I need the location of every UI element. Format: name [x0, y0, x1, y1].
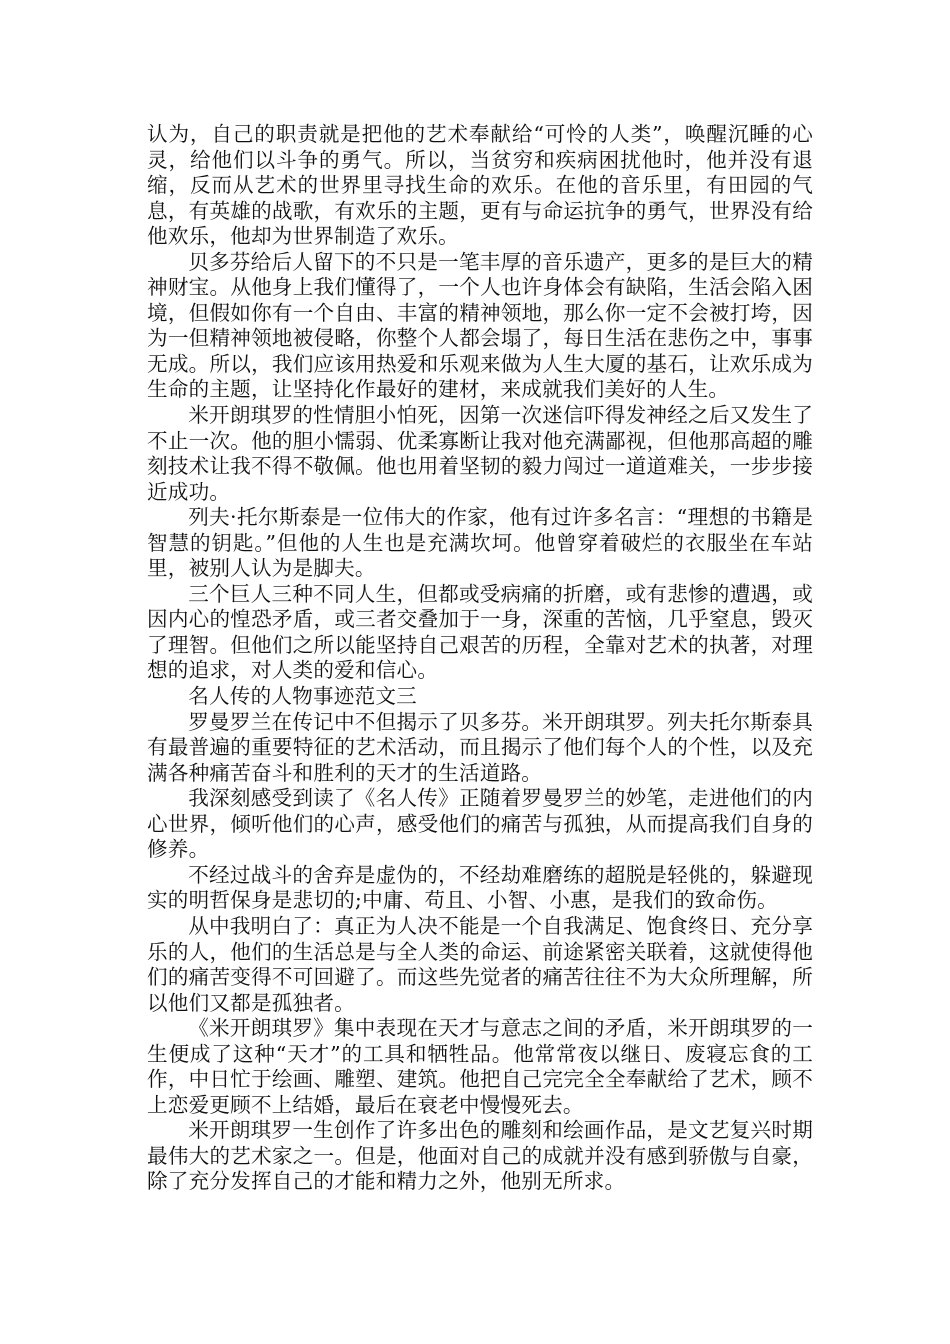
- paragraph-michelangelo-temperament: 米开朗琪罗的性情胆小怕死，因第一次迷信吓得发神经之后又发生了不止一次。他的胆小懦弱、优柔寡断让我对他充满鄙视，但他那高超的雕刻技术让我不得不敬佩。他也用着坚韧的毅力闯过一道道难关，一步步接近成功。: [147, 403, 813, 504]
- paragraph-continuation: 认为，自己的职责就是把他的艺术奉献给“可怜的人类”，唤醒沉睡的心灵，给他们以斗争的勇气。所以，当贫穷和疾病困扰他时，他并没有退缩，反而从艺术的世界里寻找生命的欢乐。在他的音乐里，有田园的气息，有英雄的战歌，有欢乐的主题，更有与命运抗争的勇气，世界没有给他欢乐，他却为世界制造了欢乐。: [147, 122, 813, 249]
- paragraph-reading-feeling: 我深刻感受到读了《名人传》正随着罗曼罗兰的妙笔，走进他们的内心世界，倾听他们的心声，感受他们的痛苦与孤独，从而提高我们自身的修养。: [147, 786, 813, 862]
- paragraph-renunciation: 不经过战斗的舍弃是虚伪的，不经劫难磨练的超脱是轻佻的，躲避现实的明哲保身是悲切的;中庸、苟且、小智、小惠，是我们的致命伤。: [147, 862, 813, 913]
- document-body: [147, 122, 813, 1195]
- paragraph-beethoven-legacy: 贝多芬给后人留下的不只是一笔丰厚的音乐遗产，更多的是巨大的精神财宝。从他身上我们懂得了，一个人也许身体会有缺陷，生活会陷入困境，但假如你有一个自由、丰富的精神领地，那么你一定不会被打垮，因为一但精神领地被侵略，你整个人都会塌了，每日生活在悲伤之中，事事无成。所以，我们应该用热爱和乐观来做为人生大厦的基石，让欢乐成为生命的主题，让坚持化作最好的建材，来成就我们美好的人生。: [147, 249, 813, 402]
- paragraph-three-giants: 三个巨人三种不同人生，但都或受病痛的折磨，或有悲惨的遭遇，或因内心的惶恐矛盾，或三者交叠加于一身，深重的苦恼，几乎窒息，毁灭了理智。但他们之所以能坚持自己艰苦的历程，全靠对艺术的执著，对理想的追求，对人类的爱和信心。: [147, 581, 813, 683]
- paragraph-michelangelo-works: 米开朗琪罗一生创作了许多出色的雕刻和绘画作品，是文艺复兴时期最伟大的艺术家之一。但是，他面对自己的成就并没有感到骄傲与自豪，除了充分发挥自己的才能和精力之外，他别无所求。: [147, 1118, 813, 1194]
- paragraph-romain-rolland: 罗曼罗兰在传记中不但揭示了贝多芬。米开朗琪罗。列夫托尔斯泰具有最普遍的重要特征的艺术活动，而且揭示了他们每个人的个性，以及充满各种痛苦奋斗和胜利的天才的生活道路。: [147, 709, 813, 785]
- paragraph-understanding: 从中我明白了：真正为人决不能是一个自我满足、饱食终日、充分享乐的人，他们的生活总是与全人类的命运、前途紧密关联着，这就使得他们的痛苦变得不可回避了。而这些先觉者的痛苦往往不为大众所理解，所以他们又都是孤独者。: [147, 913, 813, 1015]
- paragraph-tolstoy: 列夫·托尔斯泰是一位伟大的作家，他有过许多名言：“理想的书籍是智慧的钥匙。”但他的人生也是充满坎坷。他曾穿着破烂的衣服坐在车站里，被别人认为是脚夫。: [147, 505, 813, 581]
- section-heading: 名人传的人物事迹范文三: [188, 684, 417, 709]
- paragraph-michelangelo-book: 《米开朗琪罗》集中表现在天才与意志之间的矛盾，米开朗琪罗的一生便成了这种“天才”的工具和牺牲品。他常常夜以继日、废寝忘食的工作，中日忙于绘画、雕塑、建筑。他把自己完完全全奉献给了艺术，顾不上恋爱更顾不上结婚，最后在衰老中慢慢死去。: [147, 1016, 813, 1117]
